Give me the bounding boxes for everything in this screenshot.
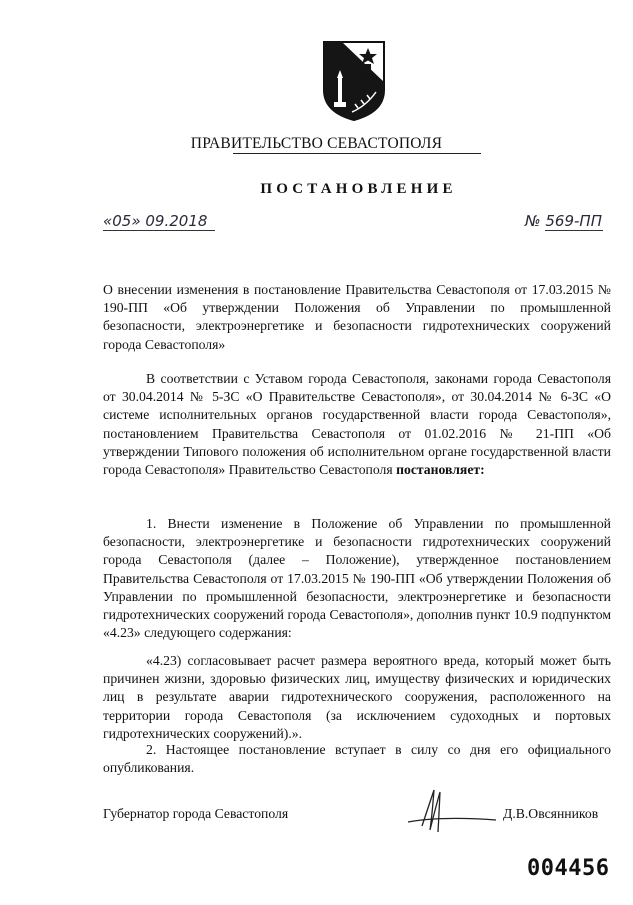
number-underline xyxy=(545,230,603,231)
handwritten-signature xyxy=(402,786,502,836)
government-name: ПРАВИТЕЛЬСТВО СЕВАСТОПОЛЯ xyxy=(190,135,443,152)
document-title: ПОСТАНОВЛЕНИЕ xyxy=(260,181,457,197)
signatory-position: Губернатор города Севастополя xyxy=(103,806,289,821)
signatory-name: Д.В.Овсянников xyxy=(503,806,599,821)
date-underline xyxy=(103,230,215,231)
item-1-paragraph: 1. Внести изменение в Положение об Управлении по промышленной безопасности, электроэнергетике и безопасности гидротехнических сооружений города Севастополя (далее – Положение), утвержденное постановлением Правительства Севастополя от 17.03.2015 № 190-ПП «Об утверждении Положения об Управлении по промышленной безопасности, электроэнергетике и безопасности гидротехнических сооружений города Севастополя», дополнив пункт 10.9 подпунктом «4.23» следующего содержания: xyxy=(103,516,611,641)
item-2-paragraph: 2. Настоящее постановление вступает в силу со дня его официального опубликования. xyxy=(103,742,611,776)
quoted-subitem: «4.23) согласовывает расчет размера вероятного вреда, который может быть причинен жизни, здоровью физических лиц, имуществу физических и юридических лиц в результате аварии гидротехнического сооружения, расположенного на территории города Севастополя (за исключением судоходных и портовых гидротехнических сооружений).». xyxy=(103,653,611,741)
divider xyxy=(233,153,481,154)
serial-number: 004456 xyxy=(527,856,610,881)
preamble-paragraph xyxy=(103,370,611,479)
preamble-text: В соответствии с Уставом города Севастополя, законами города Севастополя от 30.04.2014 № 5-ЗС «О Правительстве Севастополя», от 30.04.2014 № 6-ЗС «О системе исполнительных органов государственной власти города Севастополя», постановлением Правительства Севастополя от 01.02.2016 № 21-ПП «Об утверждении Типового положения об исполнительном органе государственной власти города Севастополя» Правительство Севастополя xyxy=(103,371,611,478)
document-date: «05» 09.2018 xyxy=(103,212,208,230)
document-subject: О внесении изменения в постановление Правительства Севастополя от 17.03.2015 № 190-ПП «Об утверждении Положения об Управлении по промышленной безопасности, электроэнергетике и безопасности гидротехнических сооружений города Севастополя» xyxy=(103,282,611,352)
preamble-resolves: постановляет: xyxy=(396,462,485,478)
sevastopol-coat-of-arms-icon xyxy=(322,40,386,122)
document-number: № 569-ПП xyxy=(525,212,602,230)
